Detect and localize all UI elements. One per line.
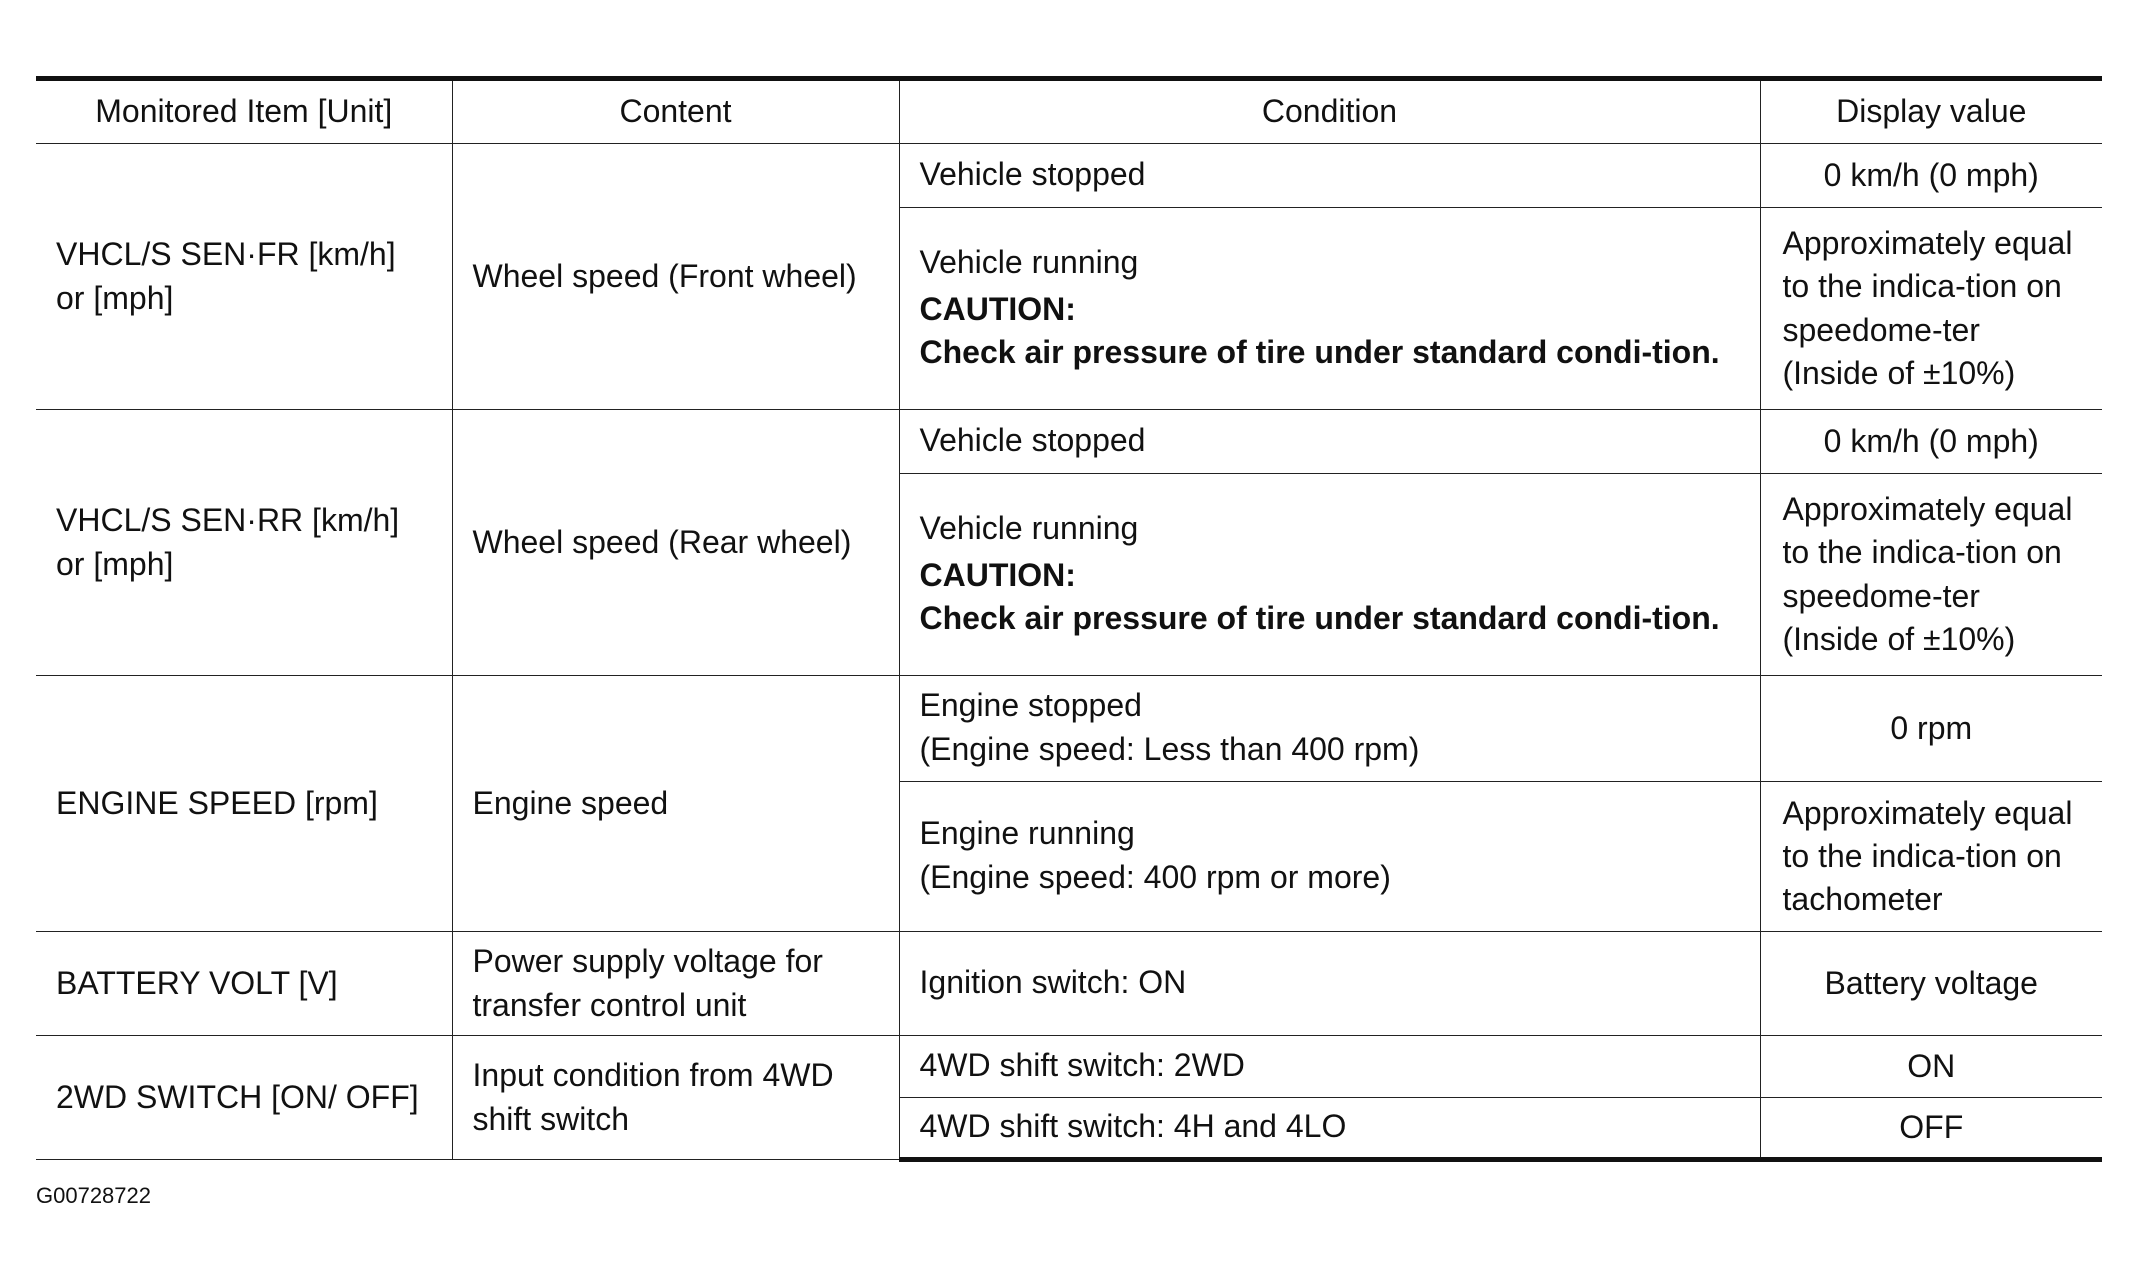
condition-subtext: (Engine speed: Less than 400 rpm) (919, 730, 1420, 767)
display-cell: 0 km/h (0 mph) (1760, 144, 2102, 208)
header-content: Content (452, 79, 899, 144)
condition-text: Vehicle stopped (919, 155, 1146, 192)
condition-cell (899, 932, 1760, 1036)
condition-text: Vehicle running (919, 243, 1139, 280)
condition-text: 4WD shift switch: 2WD (919, 1046, 1245, 1083)
item-cell: VHCL/S SEN·RR [km/h] or [mph] (36, 410, 452, 676)
figure-id: G00728722 (36, 1183, 151, 1208)
caution-title: CAUTION: (919, 290, 1076, 327)
condition-cell (899, 474, 1760, 676)
condition-cell (899, 676, 1760, 782)
item-cell: BATTERY VOLT [V] (36, 932, 452, 1036)
display-cell: 0 km/h (0 mph) (1760, 410, 2102, 474)
condition-cell (899, 410, 1760, 474)
table-header-row (36, 79, 2102, 144)
content-cell: Engine speed (452, 676, 899, 932)
condition-cell (899, 144, 1760, 208)
content-cell: Wheel speed (Rear wheel) (452, 410, 899, 676)
condition-subtext: (Engine speed: 400 rpm or more) (919, 858, 1391, 895)
condition-text: Ignition switch: ON (919, 963, 1187, 1000)
content-cell: Wheel speed (Front wheel) (452, 144, 899, 410)
display-cell: OFF (1760, 1098, 2102, 1160)
display-cell: Approximately equal to the indica-tion on speedome-ter (Inside of ±10%) (1760, 474, 2102, 676)
condition-cell (899, 782, 1760, 932)
header-condition: Condition (899, 79, 1760, 144)
caution-title: CAUTION: (919, 556, 1076, 593)
display-cell: 0 rpm (1760, 676, 2102, 782)
monitor-item-table (36, 76, 2102, 1162)
content-cell: Input condition from 4WD shift switch (452, 1036, 899, 1160)
condition-text: 4WD shift switch: 4H and 4LO (919, 1107, 1347, 1144)
item-cell: 2WD SWITCH [ON/ OFF] (36, 1036, 452, 1160)
display-cell: Battery voltage (1760, 932, 2102, 1036)
table-row (36, 1036, 2102, 1098)
condition-cell (899, 1036, 1760, 1098)
table-row (36, 144, 2102, 208)
condition-text: Engine stopped (919, 687, 1142, 724)
header-display-value: Display value (1760, 79, 2102, 144)
condition-text: Vehicle stopped (919, 421, 1146, 458)
caution-text: Check air pressure of tire under standard condi-tion. (919, 600, 1720, 637)
condition-text: Engine running (919, 815, 1135, 852)
item-cell: VHCL/S SEN·FR [km/h] or [mph] (36, 144, 452, 410)
display-cell: Approximately equal to the indica-tion on tachometer (1760, 782, 2102, 932)
caution-text: Check air pressure of tire under standard condi-tion. (919, 334, 1720, 371)
display-cell: Approximately equal to the indica-tion on speedome-ter (Inside of ±10%) (1760, 208, 2102, 410)
item-cell: ENGINE SPEED [rpm] (36, 676, 452, 932)
content-cell: Power supply voltage for transfer control unit (452, 932, 899, 1036)
table-row (36, 676, 2102, 782)
header-monitored-item: Monitored Item [Unit] (36, 79, 452, 144)
table-row (36, 932, 2102, 1036)
condition-cell (899, 208, 1760, 410)
condition-text: Vehicle running (919, 509, 1139, 546)
table-row (36, 410, 2102, 474)
condition-cell (899, 1098, 1760, 1160)
display-cell: ON (1760, 1036, 2102, 1098)
